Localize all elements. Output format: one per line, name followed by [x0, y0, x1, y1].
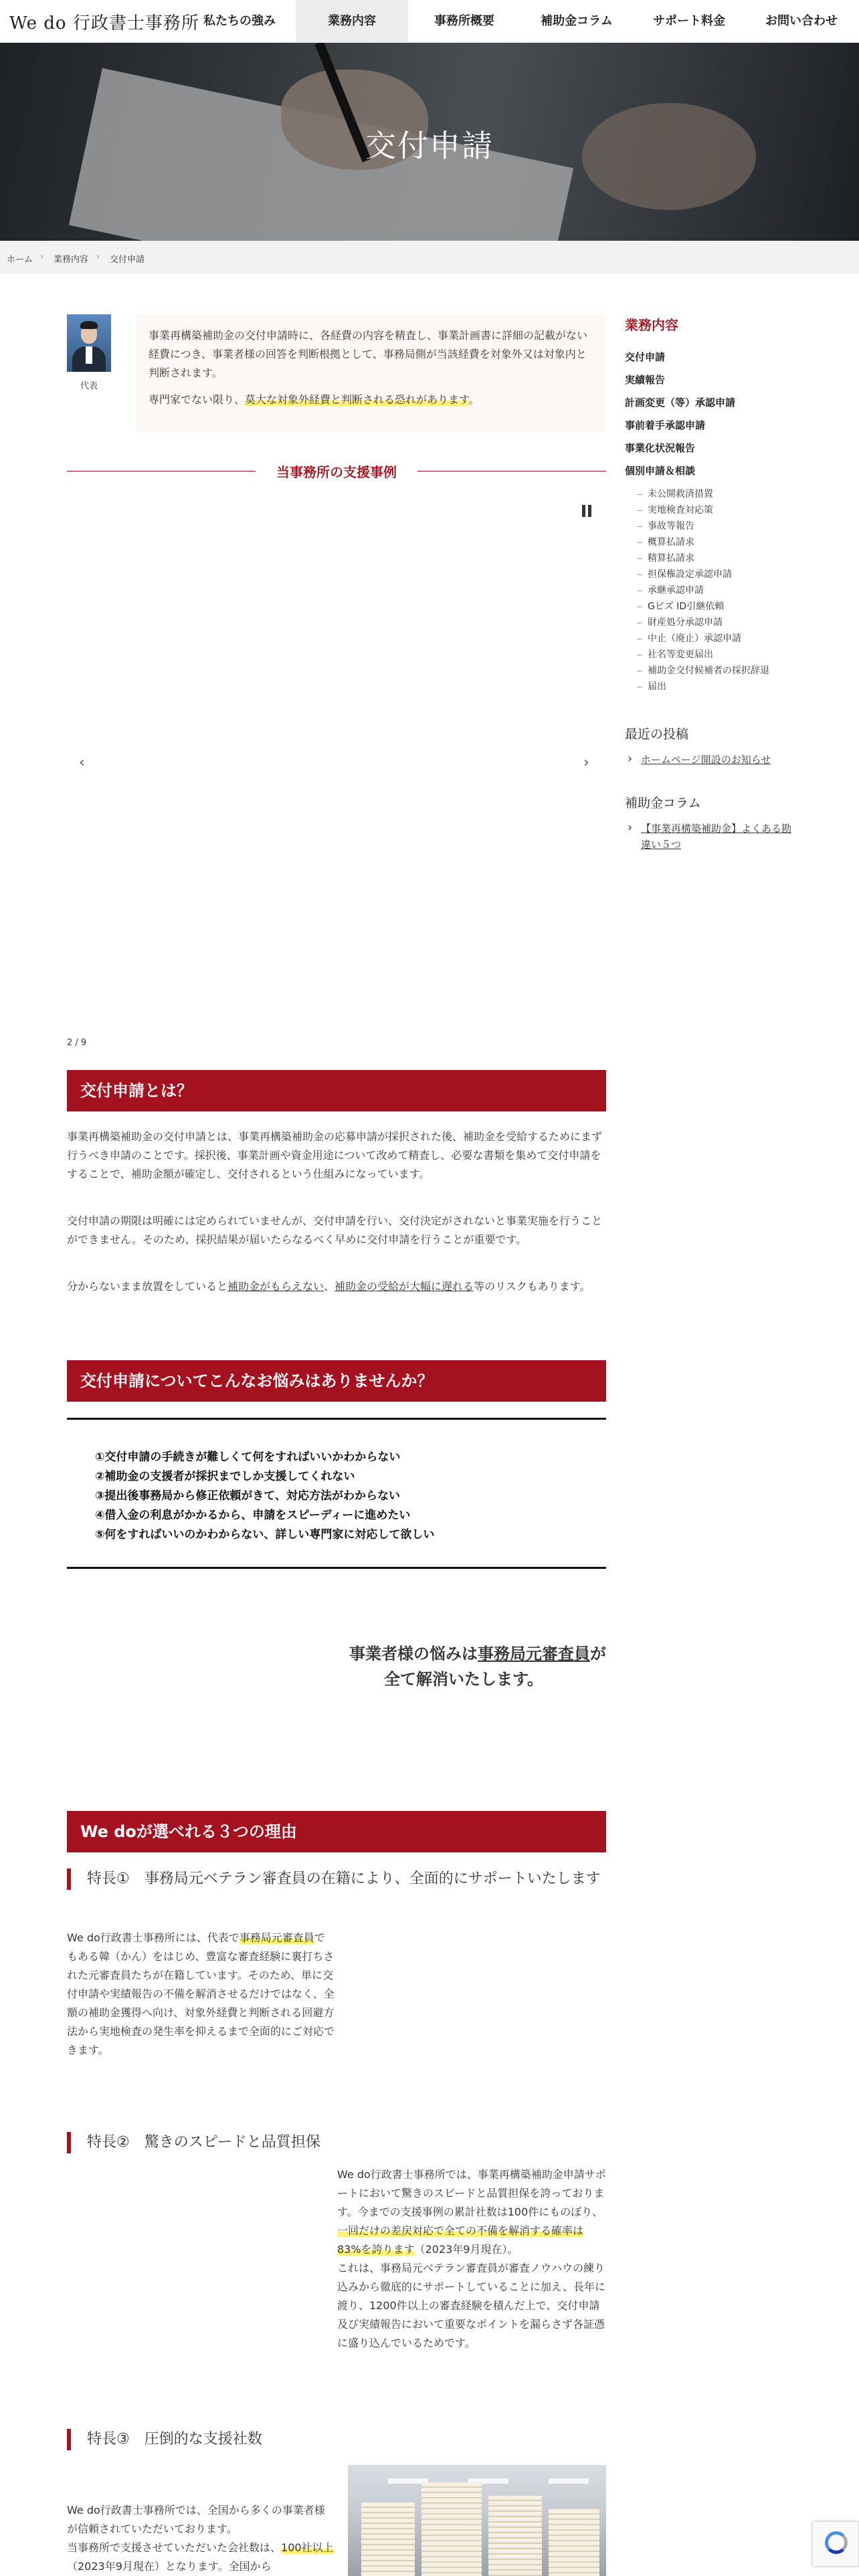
- section-heading-what-is: 交付申請とは？: [67, 1070, 606, 1111]
- what-is-paragraph-1: 事業再構築補助金の交付申請とは、事業再構築補助金の応募申請が採択された後、補助金を受給するためにまず行うべき申請のことです。採択後、事業計画や資金用途について改めて精査し、必要な書類を集めて交付申請をすることで、補助金額が確定し、交付されるという仕組みになっています。: [67, 1130, 603, 1180]
- sidebar-subitem[interactable]: 届出: [625, 679, 792, 695]
- sidebar-item-advance-start[interactable]: 事前着手承認申請: [625, 419, 706, 431]
- column-heading: 補助金コラム: [625, 796, 701, 811]
- nav-item-column[interactable]: 補助金コラム: [541, 14, 613, 28]
- slider-pause-icon[interactable]: [582, 505, 593, 518]
- representative-avatar: [67, 314, 111, 391]
- nav-item-contact[interactable]: お問い合わせ: [765, 14, 838, 28]
- hero-banner: [0, 43, 859, 241]
- feature-1-heading: 特長① 事務局元ベテラン審査員の在籍により、全面的にサポートいたします: [67, 1868, 606, 1890]
- section-heading-reasons: We doが選べれる３つの理由: [67, 1811, 606, 1852]
- list-item: ①交付申請の手続きが難しくて何をすればいいかわからない: [95, 1451, 401, 1464]
- feature-2-text: We do行政書士事務所では、事業再構築補助金申請サポートにおいて驚きのスピードと品質担保を誇っております。今までの支援事例の累計社数は100件にものぼり、一回だけの差戻対応で全ての不備を解消する確率は83%を誇ります（2023年9月現在）。 これは、事務局元ベテラン審査員が審査ノウハウの練り込みから徹底的にサポートしていることに加え、長年に渡り、1200件以上の審査経験を積んだ上で、交付申請及び実績報告において重要なポイントを漏らさず各証憑に盛り込んでいるためです。: [337, 2168, 606, 2349]
- recent-post-link[interactable]: › ホームページ開設のお知らせ: [625, 752, 792, 768]
- list-item: ②補助金の支援者が採択までしか支援してくれない: [95, 1470, 355, 1483]
- sidebar-subitem[interactable]: 財産処分承認申請: [625, 615, 792, 631]
- sidebar-subitem[interactable]: 精算払請求: [625, 550, 792, 566]
- list-item: ③提出後事務局から修正依頼がきて、対応方法がわからない: [95, 1489, 401, 1503]
- list-item: ④借入金の利息がかかるから、申請をスピーディーに進めたい: [95, 1509, 411, 1522]
- worries-list: [67, 1418, 606, 1569]
- sidebar-item-grant-application[interactable]: 交付申請: [625, 351, 666, 363]
- sidebar-item-plan-change[interactable]: 計画変更（等）承認申請: [625, 397, 736, 409]
- nav-item-about[interactable]: 事務所概要: [434, 14, 494, 28]
- feature-3-heading: 特長③ 圧倒的な支援社数: [67, 2429, 606, 2450]
- nav-item-strengths[interactable]: 私たちの強み: [203, 14, 276, 28]
- sidebar-subitem[interactable]: 承継承認申請: [625, 582, 792, 599]
- page-title: 交付申請: [365, 128, 494, 164]
- sidebar-item-commercialization-report[interactable]: 事業化状況報告: [625, 442, 696, 454]
- nav-item-services[interactable]: 業務内容: [296, 0, 408, 43]
- feature-1-text: We do行政書士事務所には、代表で事務局元審査員でもある韓（かん）をはじめ、豊富な審査経験に裏打ちされた元審査員たちが在籍しています。そのため、単に交付申請や実績報告の不備を解消させるだけではなく、全額の補助金獲得へ向け、対象外経費と判断される回避方法から実地検査の発生率を抑えるまで全面的にご対応できます。: [67, 1931, 335, 2056]
- sidebar-subitem[interactable]: 事故等報告: [625, 518, 792, 534]
- breadcrumb-home[interactable]: ホーム: [7, 255, 33, 265]
- recaptcha-icon: [825, 2531, 848, 2554]
- section-heading-worries: 交付申請についてこんなお悩みはありませんか？: [67, 1360, 606, 1402]
- sidebar-subitem[interactable]: 未公開救済措置: [625, 486, 792, 502]
- what-is-paragraph-2: 交付申請の期限は明確には定められていませんが、交付申請を行い、交付決定がされないと事業実施を行うことができません。そのため、採択結果が届いたらなるべく早めに交付申請を行うことが重要です。: [67, 1214, 603, 1246]
- slider-prev-icon[interactable]: ‹: [79, 754, 85, 771]
- slider-counter: 2 / 9: [67, 1038, 87, 1048]
- support-cases-heading: 当事務所の支援事例: [67, 461, 606, 481]
- slider-next-icon[interactable]: ›: [583, 754, 589, 771]
- avatar: [67, 314, 111, 372]
- sidebar: [625, 314, 792, 853]
- intro-warning: 専門家でない限り、莫大な対象外経費と判断される恐れがあります。: [149, 393, 480, 406]
- avatar-caption: 代表: [80, 381, 98, 391]
- site-logo[interactable]: We do 行政書士事務所: [9, 13, 199, 33]
- sidebar-item-individual-consult[interactable]: 個別申請＆相談: [625, 465, 696, 477]
- resolve-statement: 事業者様の悩みは事務局元審査員が 全て解消いたします。: [349, 1644, 606, 1689]
- list-item: ⑤何をすればいいのかわからない、詳しい専門家に対応して欲しい: [95, 1528, 435, 1541]
- intro-text: 事業再構築補助金の交付申請時に、各経費の内容を精査し、事業計画書に詳細の記載がない経費につき、事業者様の回答を判断根拠として、事務局側が当該経費を対象外又は対象内と判断されます。: [149, 329, 588, 379]
- office-documents-image: [348, 2465, 606, 2576]
- main-nav: [183, 0, 858, 43]
- sidebar-subitem[interactable]: 担保権設定承認申請: [625, 566, 792, 582]
- sidebar-item-results-report[interactable]: 実績報告: [625, 374, 666, 386]
- feature-3-text: We do行政書士事務所では、全国から多くの事業者様が信頼されていただいております。 当事務所で支援させていただいた会社数は、100社以上（2023年9月現在）となります。全国から: [67, 2504, 334, 2573]
- sidebar-subitem[interactable]: 社名等変更届出: [625, 647, 792, 663]
- recent-posts-heading: 最近の投稿: [625, 727, 689, 742]
- sidebar-title: 業務内容: [625, 317, 678, 333]
- sidebar-subitem[interactable]: 中止（廃止）承認申請: [625, 631, 792, 647]
- what-is-paragraph-3: 分からないまま放置をしていると補助金がもらえない、補助金の受給が大幅に遅れる等のリスクもあります。: [67, 1280, 591, 1293]
- sidebar-subitem[interactable]: 概算払請求: [625, 534, 792, 550]
- sidebar-subitem[interactable]: Gビズ ID引継依頼: [625, 599, 792, 615]
- column-post-link[interactable]: › 【事業再構築補助金】よくある勘違い５つ: [625, 821, 792, 853]
- intro-box: [136, 314, 605, 432]
- sidebar-subitem[interactable]: 補助金交付候補者の採択辞退: [625, 663, 792, 679]
- site-header: [0, 0, 859, 43]
- sidebar-subitem[interactable]: 実地検査対応策: [625, 502, 792, 518]
- recaptcha-badge[interactable]: [812, 2521, 859, 2567]
- breadcrumb-current: 交付申請: [110, 255, 145, 265]
- nav-item-pricing[interactable]: サポート料金: [653, 14, 725, 28]
- breadcrumb: ホーム › 業務内容 › 交付申請: [0, 241, 859, 274]
- feature-2-heading: 特長② 驚きのスピードと品質担保: [67, 2132, 606, 2153]
- breadcrumb-services[interactable]: 業務内容: [54, 255, 89, 265]
